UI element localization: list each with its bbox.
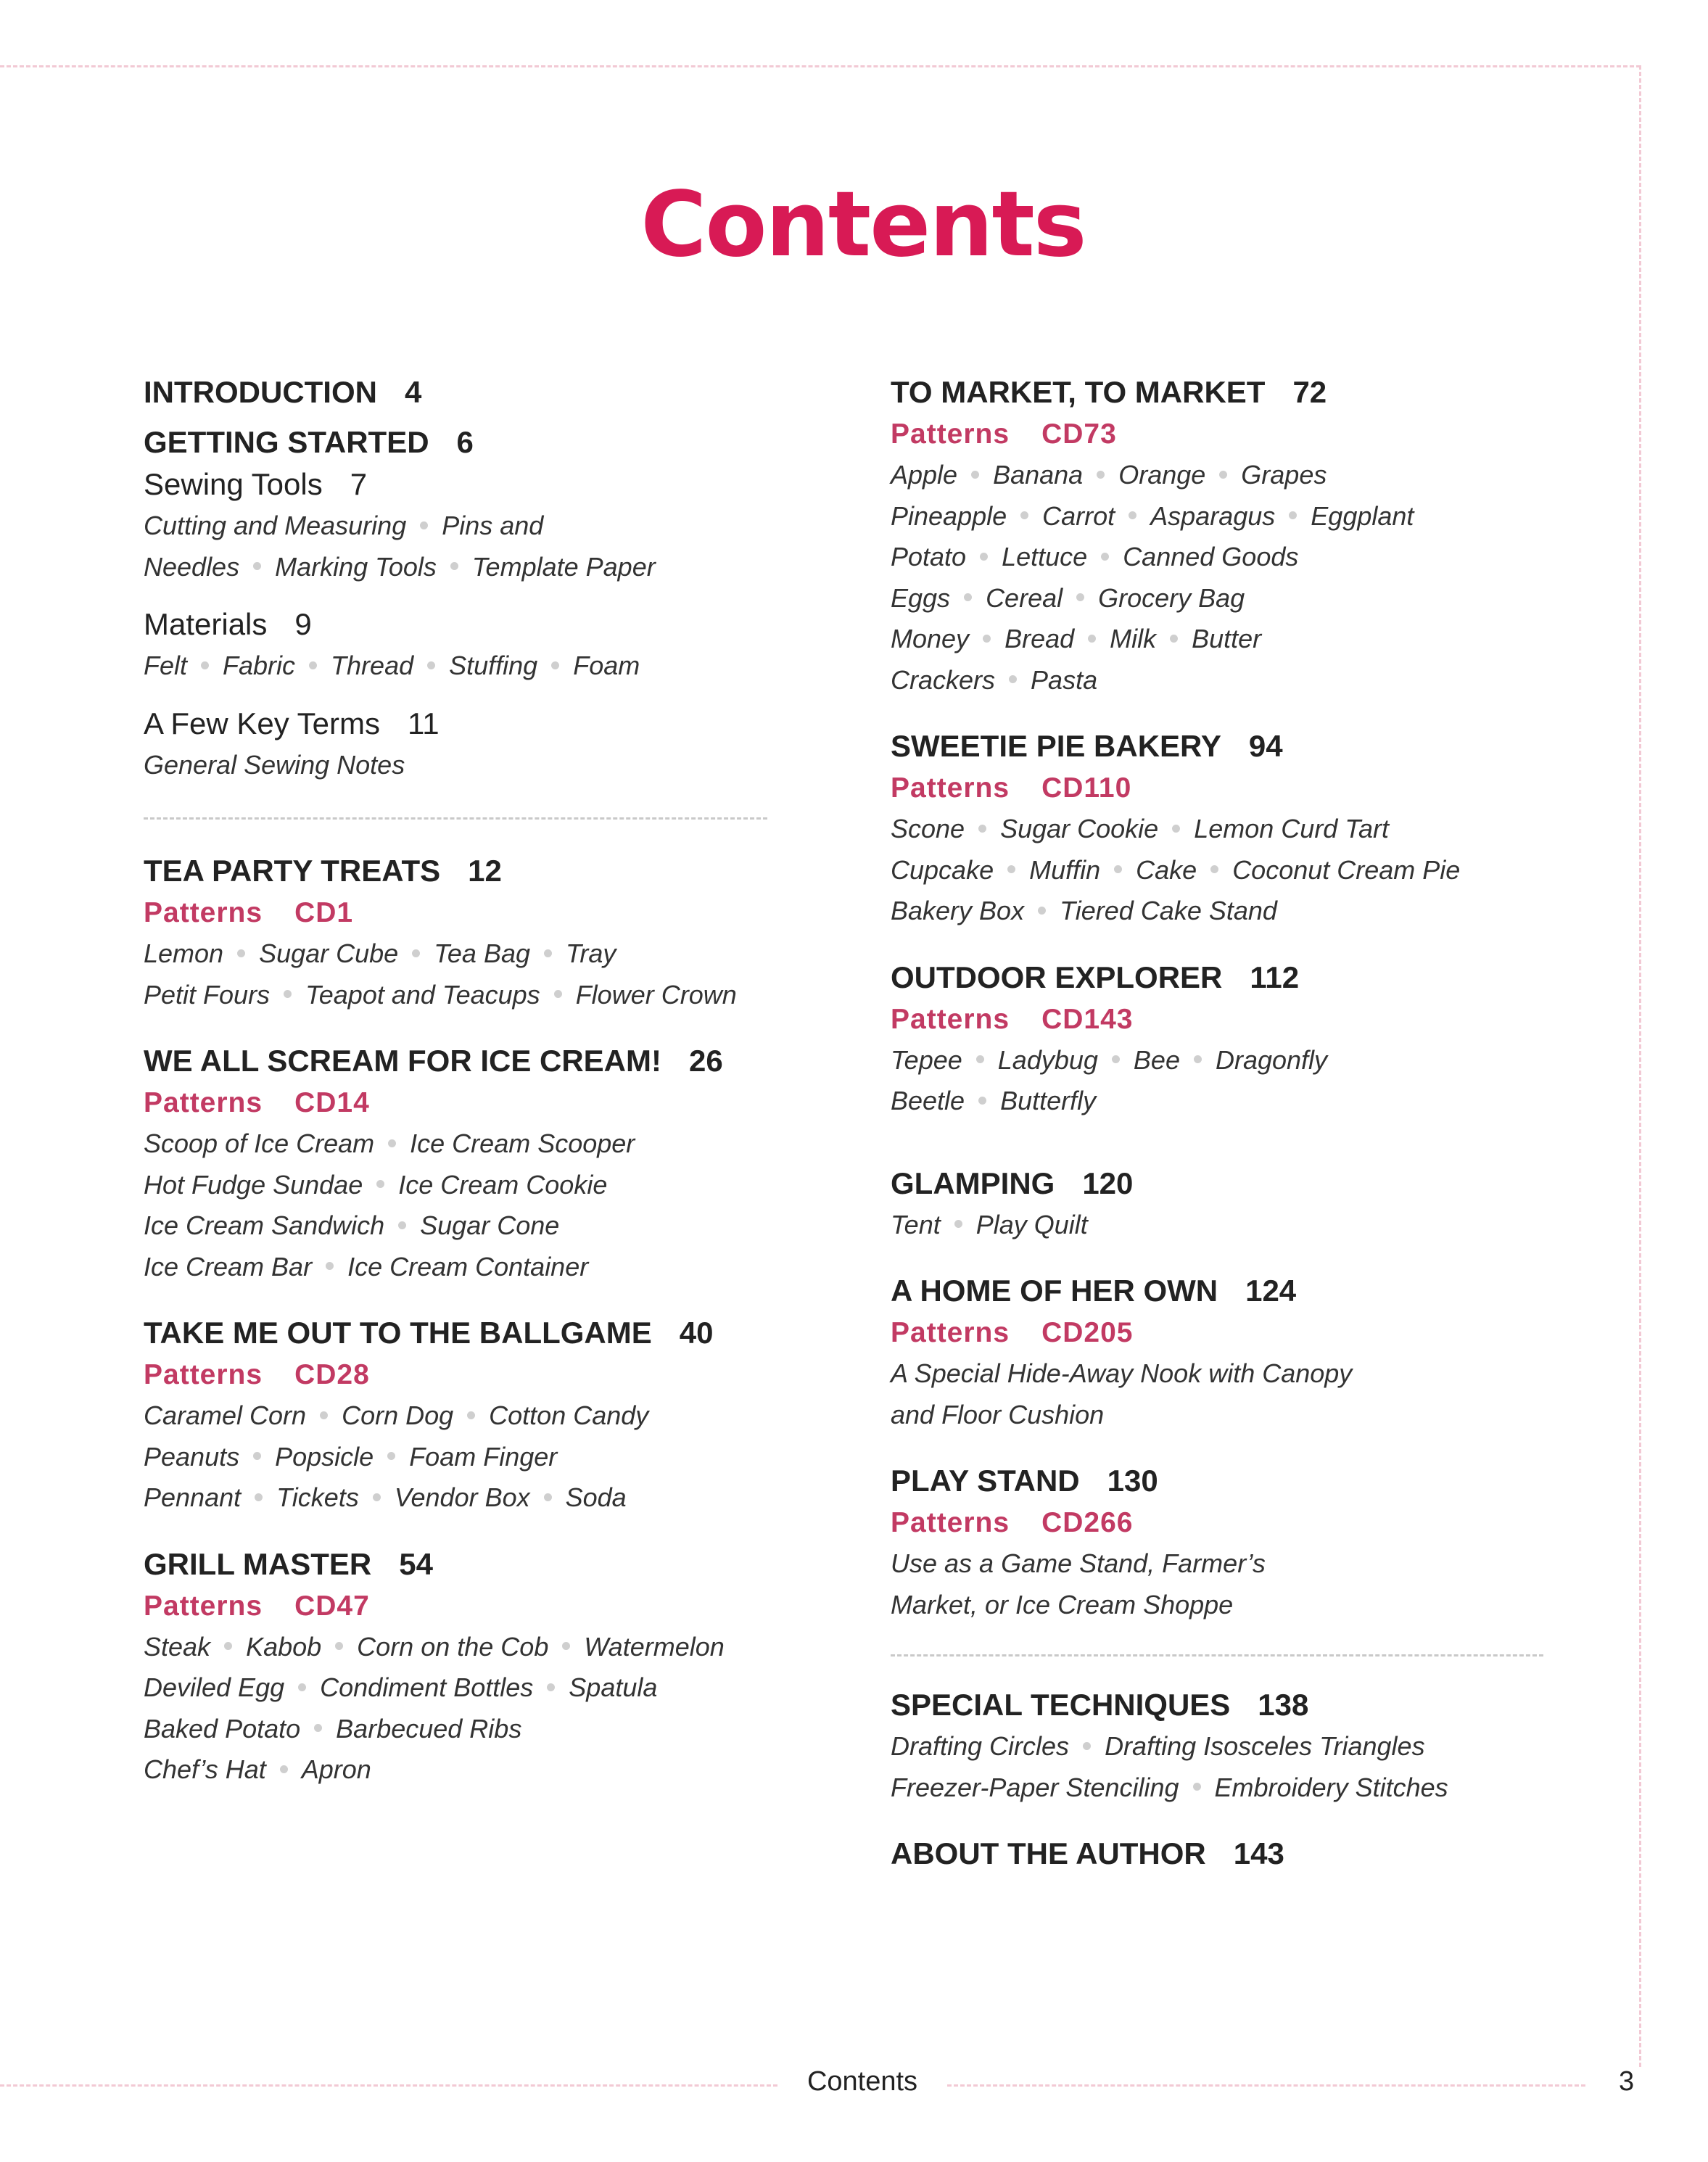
ballgame-list xyxy=(144,1395,767,1519)
bullet-dot-icon xyxy=(320,1411,328,1419)
toc-section-home xyxy=(891,1270,1543,1435)
section-page: 130 xyxy=(1107,1464,1158,1498)
subsection-title: A Few Key Terms xyxy=(144,706,380,740)
patterns-label: Patterns xyxy=(891,772,1010,804)
item-line xyxy=(144,1123,767,1165)
patterns-label: Patterns xyxy=(144,897,263,928)
section-title: TAKE ME OUT TO THE BALLGAME xyxy=(144,1316,652,1350)
section-page: 72 xyxy=(1292,375,1327,409)
item: Market, or Ice Cream Shoppe xyxy=(891,1589,1234,1620)
patterns-label: Patterns xyxy=(144,1087,263,1118)
item-line xyxy=(891,1767,1543,1809)
item: Barbecued Ribs xyxy=(336,1713,522,1744)
section-page: 4 xyxy=(404,375,422,409)
bullet-dot-icon xyxy=(1129,511,1136,519)
item-line xyxy=(891,1726,1543,1767)
section-page: 94 xyxy=(1248,729,1283,763)
patterns-code: CD205 xyxy=(1041,1317,1134,1348)
toc-right-column xyxy=(891,371,1543,1875)
sewing-tools-list xyxy=(144,506,767,587)
item-line xyxy=(144,1667,767,1709)
item: Grocery Bag xyxy=(1098,582,1245,613)
toc-section-glamping xyxy=(891,1163,1543,1246)
item: Chef’s Hat xyxy=(144,1754,266,1784)
bullet-dot-icon xyxy=(253,562,261,570)
item: Cupcake xyxy=(891,854,994,885)
item: Potato xyxy=(891,542,967,572)
item: Cutting and Measuring xyxy=(144,511,407,540)
item: Foam xyxy=(573,651,640,680)
item: Drafting Isosceles Triangles xyxy=(1105,1731,1425,1761)
item-line xyxy=(144,1205,767,1247)
patterns-code: CD266 xyxy=(1041,1507,1134,1538)
item: Deviled Egg xyxy=(144,1672,285,1702)
item-line xyxy=(144,1709,767,1750)
item-line xyxy=(891,1353,1543,1395)
item-line xyxy=(891,850,1543,891)
section-page: 54 xyxy=(399,1546,433,1581)
bullet-dot-icon xyxy=(1172,825,1180,833)
page-border-bottom-right xyxy=(947,2084,1585,2087)
patterns-code: CD73 xyxy=(1041,418,1117,450)
bullet-dot-icon xyxy=(978,1097,986,1105)
bullet-dot-icon xyxy=(420,521,428,529)
bullet-dot-icon xyxy=(326,1262,334,1270)
item: Drafting Circles xyxy=(891,1731,1070,1761)
bullet-dot-icon xyxy=(1114,865,1122,873)
toc-section-market xyxy=(891,371,1543,701)
toc-section-ballgame xyxy=(144,1312,767,1519)
bullet-dot-icon xyxy=(1020,511,1028,519)
bullet-dot-icon xyxy=(224,1642,232,1650)
bullet-dot-icon xyxy=(255,1493,263,1501)
bullet-dot-icon xyxy=(544,1493,552,1501)
subsection-title: Materials xyxy=(144,607,268,641)
item: Eggs xyxy=(891,582,951,613)
market-list xyxy=(891,455,1543,701)
home-list xyxy=(891,1353,1543,1435)
item: Tray xyxy=(566,938,616,968)
section-title: WE ALL SCREAM FOR ICE CREAM! xyxy=(144,1044,661,1078)
item: Ice Cream Scooper xyxy=(410,1129,635,1158)
patterns-label: Patterns xyxy=(891,1507,1010,1538)
toc-section-getting-started xyxy=(144,421,767,785)
item-line xyxy=(144,1395,767,1437)
item: Scoop of Ice Cream xyxy=(144,1129,375,1158)
bullet-dot-icon xyxy=(253,1452,261,1460)
item: Play Quilt xyxy=(975,1209,1088,1239)
bullet-dot-icon xyxy=(1101,553,1109,561)
item: Hot Fudge Sundae xyxy=(144,1169,363,1200)
item: Tea Bag xyxy=(434,938,531,968)
bullet-dot-icon xyxy=(1193,1783,1201,1791)
bullet-dot-icon xyxy=(335,1642,343,1650)
subsection-page: 11 xyxy=(408,706,440,740)
item: Spatula xyxy=(569,1672,658,1702)
item: Soda xyxy=(565,1482,627,1512)
bullet-dot-icon xyxy=(280,1765,288,1773)
item: Canned Goods xyxy=(1123,542,1299,572)
patterns-code: CD110 xyxy=(1041,772,1132,804)
bullet-dot-icon xyxy=(314,1724,322,1732)
item: A Special Hide-Away Nook with Canopy xyxy=(891,1358,1353,1388)
item: Sugar Cube xyxy=(259,938,399,968)
bullet-dot-icon xyxy=(980,553,988,561)
item-line xyxy=(891,1081,1543,1122)
item: Teapot and Teacups xyxy=(305,979,540,1010)
section-divider xyxy=(891,1654,1543,1656)
bullet-dot-icon xyxy=(388,1139,396,1147)
item-line xyxy=(891,891,1543,932)
item: Butterfly xyxy=(1000,1086,1097,1115)
item-line xyxy=(144,547,767,588)
item: Ice Cream Sandwich xyxy=(144,1210,385,1240)
item-line xyxy=(144,645,767,687)
item: Pennant xyxy=(144,1482,242,1512)
section-page: 40 xyxy=(679,1316,714,1350)
bullet-dot-icon xyxy=(1210,865,1218,873)
item: Bakery Box xyxy=(891,896,1025,925)
glamping-list xyxy=(891,1205,1543,1246)
patterns-code: CD28 xyxy=(294,1359,370,1390)
toc-section-ice-cream xyxy=(144,1040,767,1287)
bullet-dot-icon xyxy=(1076,593,1084,601)
item: Tickets xyxy=(276,1482,359,1512)
item-line xyxy=(144,506,767,547)
bullet-dot-icon xyxy=(1194,1055,1202,1063)
bullet-dot-icon xyxy=(376,1180,384,1188)
patterns-label: Patterns xyxy=(891,1317,1010,1348)
item: Apple xyxy=(891,460,958,490)
patterns-code: CD1 xyxy=(294,897,354,928)
section-page: 120 xyxy=(1082,1165,1134,1200)
item: Stuffing xyxy=(449,651,538,680)
bullet-dot-icon xyxy=(398,1221,406,1229)
section-title: SPECIAL TECHNIQUES xyxy=(891,1688,1231,1722)
bullet-dot-icon xyxy=(467,1411,475,1419)
item: Bee xyxy=(1133,1044,1180,1075)
bullet-dot-icon xyxy=(1083,1742,1091,1750)
bullet-dot-icon xyxy=(1170,635,1178,643)
bullet-dot-icon xyxy=(954,1220,962,1228)
item: Eggplant xyxy=(1311,500,1414,531)
item: and Floor Cushion xyxy=(891,1399,1105,1429)
bullet-dot-icon xyxy=(450,562,458,570)
item: Banana xyxy=(993,460,1084,490)
bullet-dot-icon xyxy=(1289,511,1297,519)
key-terms-list xyxy=(144,745,767,786)
item-line xyxy=(891,809,1543,850)
section-title: A HOME OF HER OWN xyxy=(891,1274,1218,1308)
tea-party-list xyxy=(144,933,767,1015)
item: Thread xyxy=(331,651,414,680)
section-title: GETTING STARTED xyxy=(144,425,429,459)
item: Template Paper xyxy=(471,551,656,582)
bullet-dot-icon xyxy=(983,635,991,643)
item: Milk xyxy=(1110,624,1157,653)
section-title: GRILL MASTER xyxy=(144,1546,372,1581)
item: Watermelon xyxy=(584,1631,725,1662)
subsection-title: Sewing Tools xyxy=(144,467,323,501)
toc-section-outdoor xyxy=(891,957,1543,1122)
patterns-label: Patterns xyxy=(891,418,1010,450)
item: Crackers xyxy=(891,664,996,695)
item: Ice Cream Bar xyxy=(144,1251,313,1282)
bullet-dot-icon xyxy=(284,990,292,998)
bullet-dot-icon xyxy=(551,661,559,669)
item: Cereal xyxy=(986,582,1063,613)
item: Pins and xyxy=(442,511,544,540)
bullet-dot-icon xyxy=(1009,675,1017,683)
footer-label: Contents xyxy=(806,2066,918,2097)
item: Fabric xyxy=(223,651,296,680)
bullet-dot-icon xyxy=(1219,471,1227,479)
section-page: 138 xyxy=(1258,1688,1309,1722)
item-line xyxy=(891,1585,1543,1626)
item-line xyxy=(891,578,1543,619)
toc-section-bakery xyxy=(891,725,1543,932)
materials-list xyxy=(144,645,767,687)
item: Coconut Cream Pie xyxy=(1232,854,1461,885)
item: Felt xyxy=(144,651,188,680)
bullet-dot-icon xyxy=(1088,635,1096,643)
item: Tepee xyxy=(891,1044,962,1075)
item: Lettuce xyxy=(1002,542,1088,572)
toc-section-introduction xyxy=(144,371,767,413)
item: Vendor Box xyxy=(394,1482,530,1512)
bullet-dot-icon xyxy=(547,1683,555,1691)
bullet-dot-icon xyxy=(562,1642,570,1650)
bullet-dot-icon xyxy=(976,1055,984,1063)
item: Asparagus xyxy=(1150,500,1276,531)
item: Sugar Cookie xyxy=(1000,814,1159,843)
item: Pasta xyxy=(1031,664,1098,695)
bullet-dot-icon xyxy=(971,471,979,479)
item: Marking Tools xyxy=(275,551,437,582)
section-page: 6 xyxy=(456,425,474,459)
item-line xyxy=(144,1247,767,1288)
ice-cream-list xyxy=(144,1123,767,1287)
item-line xyxy=(891,1205,1543,1246)
page-title: Contents xyxy=(640,173,1086,277)
item: Baked Potato xyxy=(144,1713,301,1744)
item: Dragonfly xyxy=(1215,1044,1328,1075)
bullet-dot-icon xyxy=(201,661,209,669)
item: Grapes xyxy=(1241,460,1327,490)
page-border-bottom-left xyxy=(0,2084,777,2087)
item: Bread xyxy=(1004,624,1075,653)
item: Butter xyxy=(1192,624,1262,653)
item: Steak xyxy=(144,1631,211,1662)
section-page: 143 xyxy=(1233,1836,1284,1870)
toc-section-tea-party xyxy=(144,850,767,1015)
item: Kabob xyxy=(246,1631,322,1662)
item: Pineapple xyxy=(891,500,1007,531)
bullet-dot-icon xyxy=(412,949,420,957)
bullet-dot-icon xyxy=(978,825,986,833)
item: Needles xyxy=(144,551,240,582)
item: Carrot xyxy=(1042,500,1115,531)
section-page: 12 xyxy=(468,854,502,888)
item: Embroidery Stitches xyxy=(1214,1772,1448,1802)
item: Foam Finger xyxy=(409,1441,558,1472)
item: Tent xyxy=(891,1209,941,1239)
item: Cotton Candy xyxy=(489,1400,649,1430)
play-stand-list xyxy=(891,1543,1543,1625)
item: Ice Cream Cookie xyxy=(398,1169,608,1200)
grill-list xyxy=(144,1627,767,1791)
section-title: GLAMPING xyxy=(891,1165,1055,1200)
item-line xyxy=(891,1040,1543,1081)
item: Caramel Corn xyxy=(144,1400,307,1430)
item-line xyxy=(144,933,767,975)
item-line xyxy=(144,1477,767,1519)
section-page: 112 xyxy=(1250,960,1300,994)
item: Use as a Game Stand, Farmer’s xyxy=(891,1548,1266,1578)
page-border-top xyxy=(0,65,1641,67)
section-divider xyxy=(144,817,767,820)
item: Orange xyxy=(1118,460,1206,490)
item: Money xyxy=(891,624,970,653)
bullet-dot-icon xyxy=(554,990,562,998)
item: Ladybug xyxy=(997,1044,1098,1075)
item-line xyxy=(144,1165,767,1206)
item: Lemon Curd Tart xyxy=(1194,814,1390,843)
item: Sugar Cone xyxy=(420,1210,560,1240)
toc-left-column xyxy=(144,371,767,1791)
toc-section-play-stand xyxy=(891,1460,1543,1625)
item: Condiment Bottles xyxy=(320,1672,534,1702)
item-line xyxy=(144,975,767,1016)
item: Petit Fours xyxy=(144,979,271,1010)
section-title: PLAY STAND xyxy=(891,1464,1080,1498)
item: Apron xyxy=(301,1754,371,1784)
item: Freezer-Paper Stenciling xyxy=(891,1772,1179,1802)
section-title: INTRODUCTION xyxy=(144,375,377,409)
page-number: 3 xyxy=(1619,2066,1635,2097)
bullet-dot-icon xyxy=(1007,865,1015,873)
item-line xyxy=(144,1749,767,1791)
bullet-dot-icon xyxy=(1097,471,1105,479)
outdoor-list xyxy=(891,1040,1543,1122)
patterns-label: Patterns xyxy=(144,1590,263,1622)
item: Corn on the Cob xyxy=(357,1631,549,1662)
item-line xyxy=(891,537,1543,578)
toc-section-grill xyxy=(144,1543,767,1791)
item-line xyxy=(144,1437,767,1478)
patterns-code: CD14 xyxy=(294,1087,370,1118)
bullet-dot-icon xyxy=(1038,907,1046,915)
item-line xyxy=(891,455,1543,496)
patterns-code: CD47 xyxy=(294,1590,370,1622)
item: Corn Dog xyxy=(342,1400,454,1430)
section-title: ABOUT THE AUTHOR xyxy=(891,1836,1206,1870)
item: Peanuts xyxy=(144,1441,240,1472)
bakery-list xyxy=(891,809,1543,932)
toc-section-author xyxy=(891,1833,1543,1875)
item: Scone xyxy=(891,814,965,843)
item-line xyxy=(891,1395,1543,1436)
item-line xyxy=(144,1627,767,1668)
page-border-right xyxy=(1639,65,1641,2067)
item-line xyxy=(891,1543,1543,1585)
item: Beetle xyxy=(891,1086,965,1115)
item: Flower Crown xyxy=(575,979,737,1010)
bullet-dot-icon xyxy=(309,661,317,669)
patterns-label: Patterns xyxy=(144,1359,263,1390)
item: Ice Cream Container xyxy=(347,1251,589,1282)
bullet-dot-icon xyxy=(237,949,245,957)
bullet-dot-icon xyxy=(1112,1055,1120,1063)
section-page: 124 xyxy=(1245,1274,1297,1308)
bullet-dot-icon xyxy=(298,1683,306,1691)
bullet-dot-icon xyxy=(544,949,552,957)
item-line xyxy=(891,619,1543,660)
section-page: 26 xyxy=(688,1044,723,1078)
item-line xyxy=(891,496,1543,537)
special-list xyxy=(891,1726,1543,1808)
toc-section-special xyxy=(891,1684,1543,1808)
item-line xyxy=(144,745,767,786)
item: Muffin xyxy=(1029,854,1101,885)
item: Cake xyxy=(1136,854,1197,885)
item: General Sewing Notes xyxy=(144,749,405,780)
bullet-dot-icon xyxy=(373,1493,381,1501)
item-line xyxy=(891,660,1543,701)
subsection-page: 9 xyxy=(294,607,312,641)
bullet-dot-icon xyxy=(427,661,435,669)
patterns-code: CD143 xyxy=(1041,1003,1134,1035)
section-title: TO MARKET, TO MARKET xyxy=(891,375,1266,409)
item: Popsicle xyxy=(275,1441,374,1472)
section-title: SWEETIE PIE BAKERY xyxy=(891,729,1221,763)
subsection-page: 7 xyxy=(350,467,368,501)
section-title: TEA PARTY TREATS xyxy=(144,854,441,888)
patterns-label: Patterns xyxy=(891,1003,1010,1035)
item: Lemon xyxy=(144,938,224,968)
bullet-dot-icon xyxy=(964,593,972,601)
section-title: OUTDOOR EXPLORER xyxy=(891,960,1223,994)
bullet-dot-icon xyxy=(387,1452,395,1460)
item: Tiered Cake Stand xyxy=(1060,896,1277,925)
